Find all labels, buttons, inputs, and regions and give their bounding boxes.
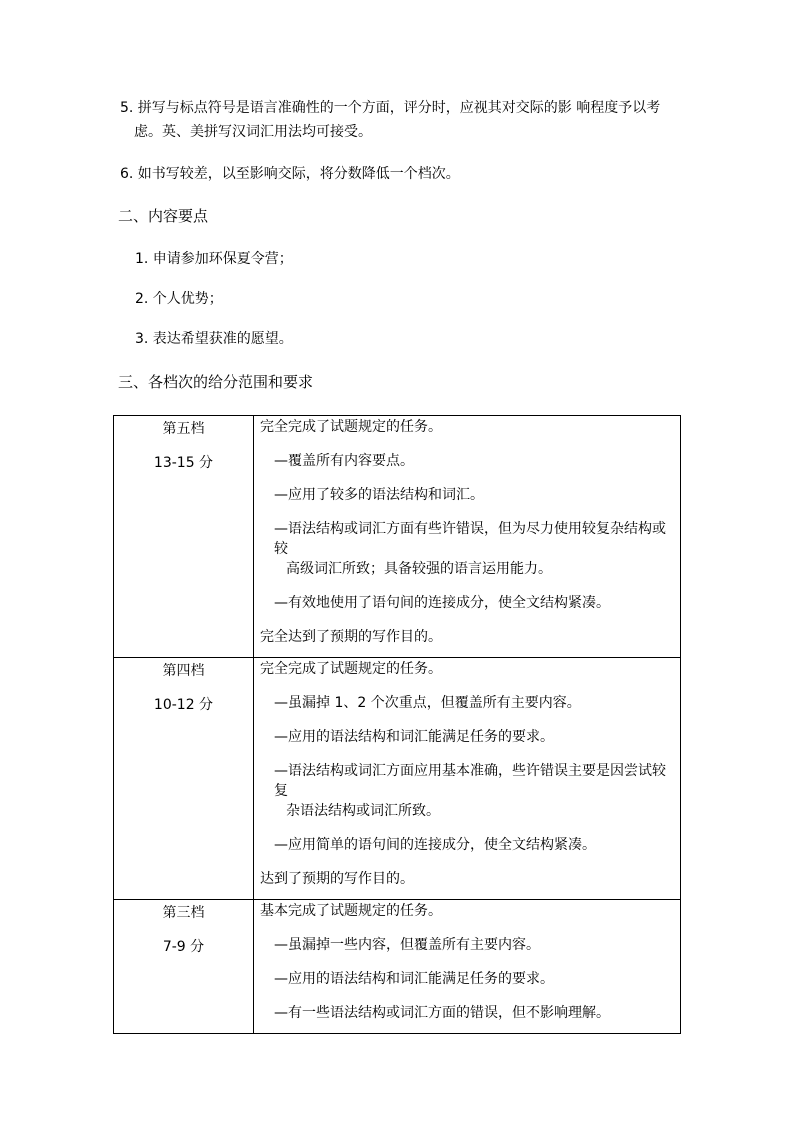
criteria-item: —有效地使用了语句间的连接成分，使全文结构紧凑。 [274, 595, 610, 611]
note-6 [120, 162, 680, 186]
content-point-2: 2. 个人优势； [135, 291, 223, 307]
note-5-line-2: 虑。英、美拼写汉词汇用法均可接受。 [134, 124, 372, 140]
criteria-item-line-1: —语法结构或词汇方面有些许错误，但为尽力使用较复杂结构或较 [274, 521, 666, 557]
criteria-item [260, 519, 676, 579]
criteria-item: —有一些语法结构或词汇方面的错误，但不影响理解。 [274, 1005, 610, 1021]
criteria-item-line-1: —语法结构或词汇方面应用基本准确，些许错误主要是因尝试较复 [274, 763, 666, 799]
criteria-item-line-2: 高级词汇所致；具备较强的语言运用能力。 [286, 561, 552, 577]
criteria-summary: 完全达到了预期的写作目的。 [260, 629, 442, 645]
grade-row [114, 658, 681, 900]
criteria-item: —应用简单的语句间的连接成分，使全文结构紧凑。 [274, 837, 596, 853]
grade-level-cell [114, 900, 254, 1034]
grade-criteria-cell [254, 900, 681, 1034]
grading-table [113, 415, 681, 1034]
note-6-line-1: 6. 如书写较差，以至影响交际，将分数降低一个档次。 [120, 166, 460, 182]
criteria-summary: 达到了预期的写作目的。 [260, 871, 414, 887]
note-5 [120, 96, 680, 144]
grade-row [114, 900, 681, 1034]
grade-score-range: 13-15 分 [153, 455, 214, 471]
grade-criteria-cell [254, 416, 681, 658]
grade-level-label: 第五档 [162, 421, 205, 437]
criteria-item: —应用的语法结构和词汇能满足任务的要求。 [274, 729, 554, 745]
criteria-item: —虽漏掉 1、2 个次重点，但覆盖所有主要内容。 [274, 695, 581, 711]
section-3-heading: 三、各档次的给分范围和要求 [118, 373, 314, 391]
note-5-line-1: 5. 拼写与标点符号是语言准确性的一个方面，评分时，应视其对交际的影 响程度予以考 [120, 100, 661, 116]
content-point-3: 3. 表达希望获准的愿望。 [135, 331, 293, 347]
grade-level-label: 第四档 [162, 663, 205, 679]
content-point-1: 1. 申请参加环保夏令营； [135, 251, 293, 267]
criteria-item [260, 761, 676, 821]
grade-level-label: 第三档 [162, 905, 205, 921]
grade-score-range: 7-9 分 [162, 939, 205, 955]
criteria-item-line-2: 杂语法结构或词汇所致。 [286, 803, 440, 819]
grade-row [114, 416, 681, 658]
criteria-summary: 完全完成了试题规定的任务。 [260, 661, 442, 677]
criteria-item: —应用了较多的语法结构和词汇。 [274, 487, 484, 503]
section-2-heading: 二、内容要点 [118, 207, 209, 225]
grade-score-range: 10-12 分 [153, 697, 214, 713]
criteria-item: —覆盖所有内容要点。 [274, 453, 414, 469]
criteria-item: —虽漏掉一些内容，但覆盖所有主要内容。 [274, 937, 540, 953]
grade-level-cell [114, 658, 254, 900]
criteria-item: —应用的语法结构和词汇能满足任务的要求。 [274, 971, 554, 987]
grade-level-cell [114, 416, 254, 658]
criteria-summary: 完全完成了试题规定的任务。 [260, 419, 442, 435]
grade-criteria-cell [254, 658, 681, 900]
criteria-summary: 基本完成了试题规定的任务。 [260, 903, 442, 919]
